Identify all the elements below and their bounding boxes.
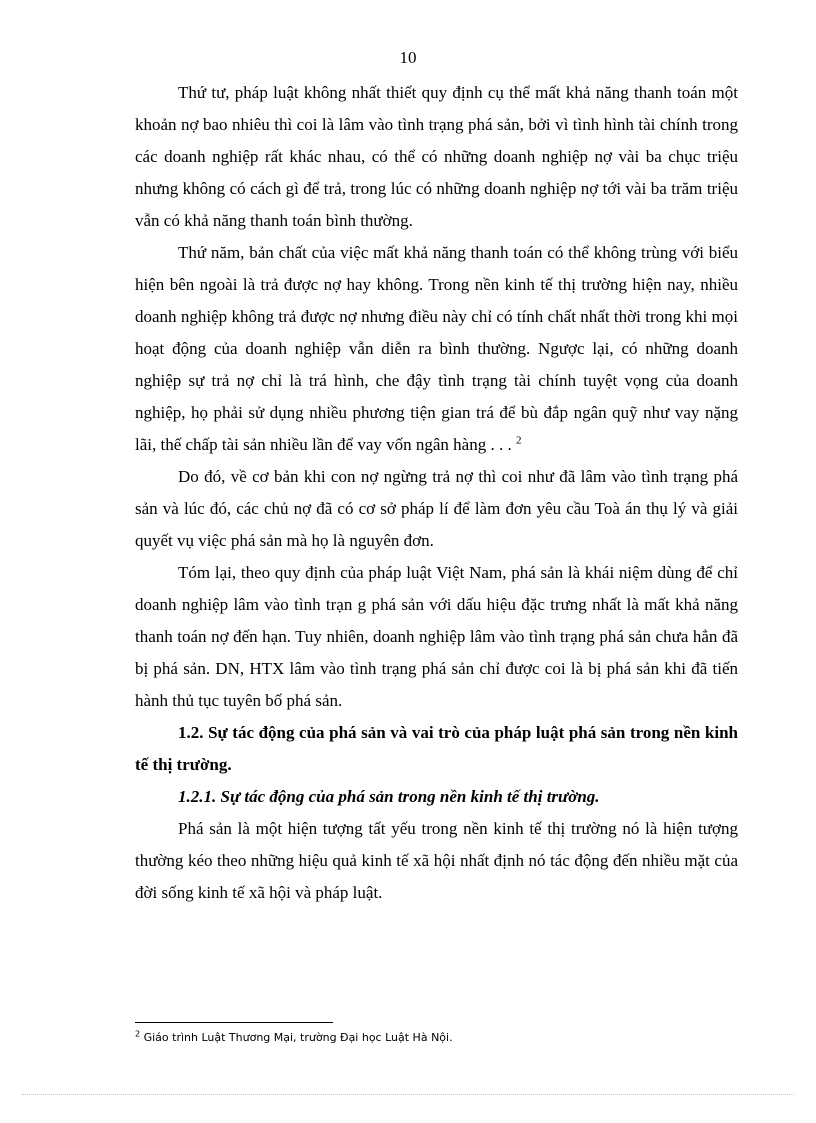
section-heading: 1.2. Sự tác động của phá sản và vai trò của pháp luật phá sản trong nền kinh tế thị trường. bbox=[135, 723, 738, 774]
paragraph-tom-lai bbox=[135, 557, 738, 717]
paragraph-text: Do đó, về cơ bản khi con nợ ngừng trả nợ thì coi như đã lâm vào tình trạng phá sản và lúc đó, các chủ nợ đã có cơ sở pháp lí để làm đơn yêu cầu Toà án thụ lý và giải quyết vụ việc phá sản mà họ là nguyên đơn. bbox=[135, 467, 738, 550]
paragraph-pha-san bbox=[135, 813, 738, 909]
paragraph-text: Phá sản là một hiện tượng tất yếu trong nền kinh tế thị trường nó là hiện tượng thường kéo theo những hiệu quả kinh tế xã hội nhất định nó tác động đến nhiều mặt của đời sống kinh tế xã hội và pháp luật. bbox=[135, 819, 738, 902]
page-bottom-divider bbox=[22, 1094, 794, 1095]
footnote-reference[interactable]: 2 bbox=[515, 434, 522, 447]
paragraph-text: Tóm lại, theo quy định của pháp luật Việt Nam, phá sản là khái niệm dùng để chỉ doanh nghiệp lâm vào tình trạn g phá sản với dấu hiệu đặc trưng nhất là mất khả năng thanh toán nợ đến hạn. Tuy nhiên, doanh nghiệp lâm vào tình trạng phá sản chưa hẳn đã bị phá sản. DN, HTX lâm vào tình trạng phá sản chỉ được coi là bị phá sản khi đã tiến hành thủ tục tuyên bố phá sản. bbox=[135, 563, 738, 710]
paragraph-thu-nam bbox=[135, 237, 738, 461]
page-number: 10 bbox=[399, 48, 417, 67]
footnote-separator bbox=[135, 1022, 333, 1023]
paragraph-text: Thứ năm, bản chất của việc mất khả năng thanh toán có thể không trùng với biểu hiện bên ngoài là trả được nợ hay không. Trong nền kinh tế thị trường hiện nay, nhiều doanh nghiệp không trả được nợ nhưng điều này chỉ có tính chất nhất thời trong khi mọi hoạt động của doanh nghiệp vẫn diễn ra bình thường. Ngược lại, có những doanh nghiệp sự trả nợ chỉ là trá hình, che đậy tình trạng tài chính tuyệt vọng của doanh nghiệp, họ phải sử dụng nhiều phương tiện gian trá để bù đắp ngân quỹ như vay nặng lãi, thế chấp tài sản nhiều lần để vay vốn ngân hàng . . . bbox=[135, 243, 738, 454]
footnote-text: Giáo trình Luật Thương Mại, trường Đại học Luật Hà Nội. bbox=[143, 1031, 453, 1044]
footnote-marker: 2 bbox=[135, 1029, 141, 1039]
paragraph-do-do bbox=[135, 461, 738, 557]
paragraph-text: Thứ tư, pháp luật không nhất thiết quy định cụ thể mất khả năng thanh toán một khoản nợ bao nhiêu thì coi là lâm vào tình trạng phá sản, bởi vì tình hình tài chính trong các doanh nghiệp rất khác nhau, có thể có những doanh nghiệp nợ vài ba chục triệu nhưng không có cách gì để trả, trong lúc có những doanh nghiệp nợ tới vài ba trăm triệu vẫn có khả năng thanh toán bình thường. bbox=[135, 83, 738, 230]
paragraph-thu-tu bbox=[135, 77, 738, 237]
document-body bbox=[135, 77, 738, 909]
footnote bbox=[135, 1030, 738, 1046]
subsection-heading: 1.2.1. Sự tác động của phá sản trong nền kinh tế thị trường. bbox=[178, 787, 600, 806]
